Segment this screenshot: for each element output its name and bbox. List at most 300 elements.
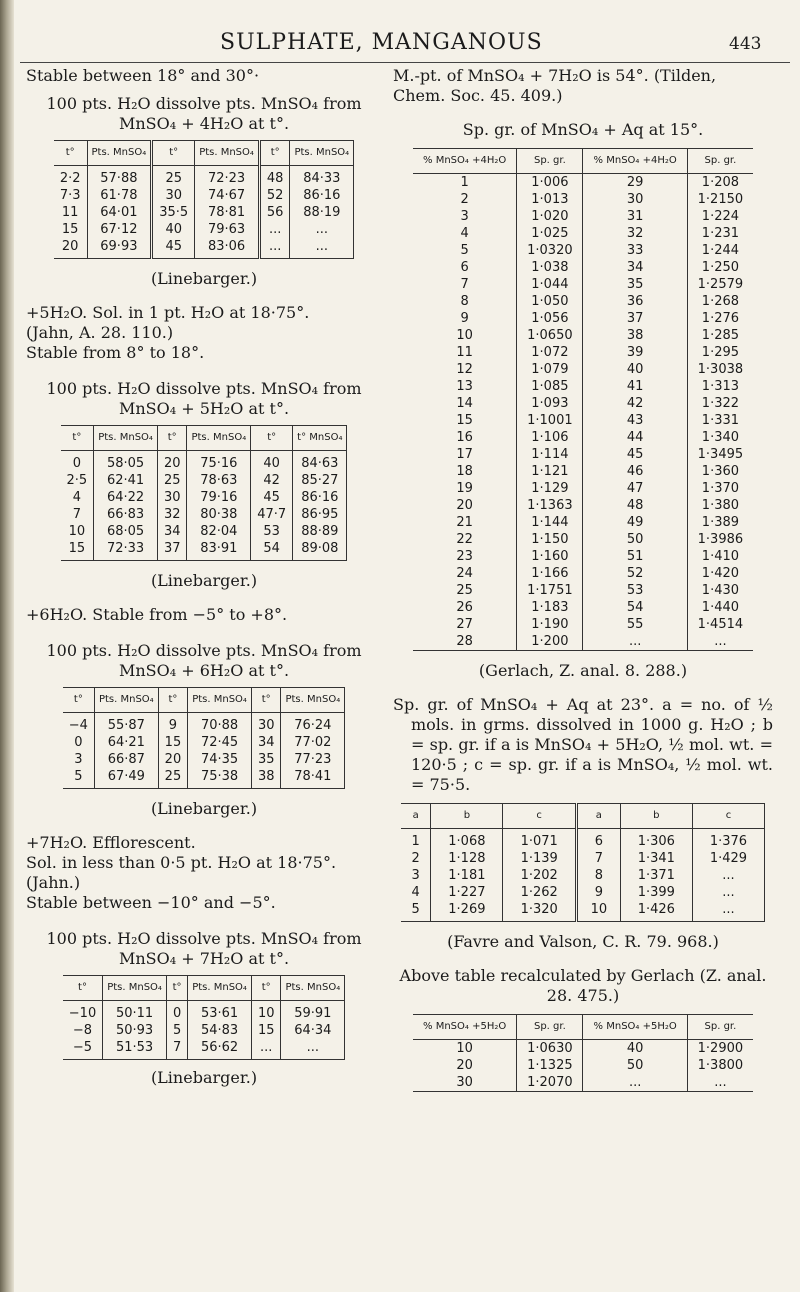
table-cell: 37 — [157, 540, 187, 561]
table-cell: 1·371 — [620, 867, 692, 884]
table-row — [413, 276, 753, 293]
column-header: % MnSO₄ +5H₂O — [583, 1015, 687, 1040]
table-cell: 85·27 — [293, 472, 347, 489]
table-cell: 1·025 — [517, 225, 583, 242]
column-header: Pts. MnSO₄ — [281, 976, 345, 1001]
table-cell: 1·166 — [517, 565, 583, 582]
table-cell: 39 — [583, 344, 687, 361]
table-cell: 1·285 — [687, 327, 753, 344]
table-cell: 61·78 — [87, 187, 152, 204]
table-row — [413, 1074, 753, 1092]
page-number: 443 — [729, 34, 762, 54]
table-cell: 1·072 — [517, 344, 583, 361]
header-rule — [20, 62, 790, 63]
table-cell: 15 — [158, 734, 188, 751]
table-cell: 25 — [158, 768, 188, 789]
table-cell: 78·41 — [281, 768, 345, 789]
table-cell: 86·95 — [293, 506, 347, 523]
table-cell: 5 — [166, 1022, 187, 1039]
table-cell: 1 — [411, 834, 420, 849]
right-column — [393, 66, 773, 1100]
table-cell: 45 — [583, 446, 687, 463]
table-cell: 77·23 — [281, 751, 345, 768]
table-cell: 1·044 — [517, 276, 583, 293]
table-cell: 52 — [259, 187, 290, 204]
table-cell: 7 — [166, 1039, 187, 1060]
column-header: t° — [158, 688, 188, 713]
table3-caption: 100 pts. H₂O dissolve pts. MnSO₄ from MnSO₄ + 6H₂O at t°. — [46, 641, 362, 680]
table-cell: 48 — [259, 166, 290, 188]
table-cell: 1·190 — [517, 616, 583, 633]
spgr-table-15c — [413, 148, 753, 651]
column-header: Pts. MnSO₄ — [188, 688, 252, 713]
solubility-table-5h2o — [61, 425, 348, 561]
table-cell: 1·3800 — [687, 1057, 753, 1074]
table-row — [413, 480, 753, 497]
table-cell: 3 — [411, 868, 420, 883]
table-cell: 1·208 — [687, 174, 753, 192]
table-cell: ... — [692, 901, 764, 922]
column-header: b — [431, 804, 503, 829]
solubility-table-4h2o — [54, 140, 354, 259]
table-cell: 1·331 — [687, 412, 753, 429]
table-cell: 53·61 — [188, 1001, 252, 1023]
column-header: t° — [54, 141, 87, 166]
table-cell: 1·429 — [692, 850, 764, 867]
table-row — [63, 734, 345, 751]
table-cell: 5 — [401, 901, 431, 922]
table-cell: 50 — [583, 531, 687, 548]
table-cell: 10 — [576, 901, 620, 922]
table-cell: 50·93 — [103, 1022, 167, 1039]
table-cell: 10 — [456, 1041, 473, 1056]
column-header: Sp. gr. — [517, 149, 583, 174]
table-cell: 68·05 — [94, 523, 158, 540]
table-cell: 30 — [583, 191, 687, 208]
column-header: t° — [166, 976, 187, 1001]
table-cell: 7 — [576, 850, 620, 867]
column-header: Sp. gr. — [517, 1015, 583, 1040]
table-row — [413, 293, 753, 310]
table-cell: 6 — [576, 829, 620, 851]
table-cell: 70·88 — [188, 713, 252, 735]
table-row — [61, 506, 347, 523]
column-header: Sp. gr. — [687, 149, 753, 174]
table-cell: 1·389 — [687, 514, 753, 531]
table-cell: 75·16 — [187, 451, 251, 473]
table-row — [413, 259, 753, 276]
table-row — [63, 1039, 345, 1060]
table-cell: 25 — [152, 166, 195, 188]
table-cell: 20 — [456, 1058, 473, 1073]
table-cell: 30 — [152, 187, 195, 204]
table-cell: 1·440 — [687, 599, 753, 616]
table-cell: 1·183 — [517, 599, 583, 616]
table-cell: ... — [583, 633, 687, 651]
table-row — [61, 489, 347, 506]
table-cell: 54 — [583, 599, 687, 616]
table-cell: 1·150 — [517, 531, 583, 548]
table-cell: 41 — [583, 378, 687, 395]
column-header: c — [692, 804, 764, 829]
column-header: Sp. gr. — [687, 1015, 753, 1040]
table-cell: 1·295 — [687, 344, 753, 361]
table-row — [413, 1057, 753, 1074]
table-cell: 15 — [251, 1022, 281, 1039]
section-5h2o: +5H₂O. Sol. in 1 pt. H₂O at 18·75°. (Jahn, A. 28. 110.) Stable from 8° to 18°. — [26, 303, 310, 362]
table-row — [413, 361, 753, 378]
table-cell: 36 — [583, 293, 687, 310]
table-row — [413, 446, 753, 463]
table-cell: 78·63 — [187, 472, 251, 489]
table-cell: 7 — [460, 277, 469, 292]
table-row — [63, 713, 345, 735]
table-row — [413, 497, 753, 514]
table-cell: ... — [290, 238, 354, 259]
table-cell: 15 — [61, 540, 94, 561]
table-cell: 28 — [413, 633, 517, 651]
table-row — [61, 472, 347, 489]
table-cell: 22 — [456, 532, 473, 547]
table-cell: 55 — [583, 616, 687, 633]
table-cell: 86·16 — [290, 187, 354, 204]
table-cell: 1·341 — [620, 850, 692, 867]
table-cell: 35 — [583, 276, 687, 293]
table-cell: 7·3 — [59, 188, 81, 203]
table-cell: 82·04 — [187, 523, 251, 540]
running-title: SULPHATE, MANGANOUS — [220, 30, 543, 55]
table-cell: 79·63 — [195, 221, 260, 238]
table4-caption: 100 pts. H₂O dissolve pts. MnSO₄ from MnSO₄ + 7H₂O at t°. — [46, 929, 362, 968]
table-row — [413, 242, 753, 259]
column-header: t° — [251, 688, 281, 713]
table-cell: ... — [687, 633, 753, 651]
column-header: t° MnSO₄ — [293, 426, 347, 451]
table-cell: 11 — [456, 345, 473, 360]
table-cell: 53 — [583, 582, 687, 599]
column-header: Pts. MnSO₄ — [195, 141, 260, 166]
table-row — [413, 548, 753, 565]
table-row — [63, 751, 345, 768]
table-cell: 8 — [460, 294, 469, 309]
table-cell: 1·426 — [620, 901, 692, 922]
table-cell: 38 — [583, 327, 687, 344]
table-cell: ... — [692, 867, 764, 884]
table6-source: (Favre and Valson, C. R. 79. 968.) — [447, 932, 719, 951]
table-cell: 15 — [61, 222, 79, 237]
table-cell: 1·2900 — [687, 1040, 753, 1058]
table-row — [54, 238, 354, 259]
table-cell: 74·35 — [188, 751, 252, 768]
table-cell: 1·370 — [687, 480, 753, 497]
table-header-row — [413, 149, 753, 174]
column-header: Pts. MnSO₄ — [94, 688, 158, 713]
table-cell: 46 — [583, 463, 687, 480]
table-cell: 2 — [411, 851, 420, 866]
table-cell: 25 — [456, 583, 473, 598]
table-cell: 88·89 — [293, 523, 347, 540]
table-cell: 66·87 — [94, 751, 158, 768]
table-cell: 83·06 — [195, 238, 260, 259]
column-header: t° — [63, 976, 103, 1001]
table-row — [54, 204, 354, 221]
table-cell: 13 — [456, 379, 473, 394]
table-row — [413, 531, 753, 548]
table-cell: 1·3038 — [687, 361, 753, 378]
table-cell: ... — [290, 221, 354, 238]
table-cell: 1·276 — [687, 310, 753, 327]
table-cell: 52 — [583, 565, 687, 582]
table-cell: 80·38 — [187, 506, 251, 523]
table-cell: 77·02 — [281, 734, 345, 751]
table-cell: 9 — [576, 884, 620, 901]
table-cell: 50·11 — [103, 1001, 167, 1023]
table-cell: 54·83 — [188, 1022, 252, 1039]
table-header-row — [63, 976, 345, 1001]
table-cell: 88·19 — [290, 204, 354, 221]
table-cell: 59·91 — [281, 1001, 345, 1023]
table-cell: 47·7 — [251, 506, 293, 523]
column-header: Pts. MnSO₄ — [290, 141, 354, 166]
table2-caption: 100 pts. H₂O dissolve pts. MnSO₄ from MnSO₄ + 5H₂O at t°. — [46, 379, 362, 418]
table-cell: 1·244 — [687, 242, 753, 259]
table-row — [401, 867, 765, 884]
table-cell: 1·269 — [431, 901, 503, 922]
table-cell: 45 — [152, 238, 195, 259]
table-row — [413, 378, 753, 395]
table-row — [413, 463, 753, 480]
table-header-row — [54, 141, 354, 166]
table-cell: 20 — [158, 751, 188, 768]
table-row — [401, 829, 765, 851]
table-row — [54, 221, 354, 238]
table-row — [413, 327, 753, 344]
table-cell: 2·2 — [59, 171, 81, 186]
table-cell: 18 — [456, 464, 473, 479]
table-cell: 72·23 — [195, 166, 260, 188]
table-cell: 1·121 — [517, 463, 583, 480]
table-cell: 74·67 — [195, 187, 260, 204]
table-cell: 64·22 — [94, 489, 158, 506]
table-cell: 1·1751 — [517, 582, 583, 599]
table-header-row — [63, 688, 345, 713]
table-cell: 1·128 — [431, 850, 503, 867]
table-cell: 64·01 — [87, 204, 152, 221]
table-cell: 66·83 — [94, 506, 158, 523]
table-cell: 43 — [583, 412, 687, 429]
solubility-table-6h2o — [63, 687, 345, 789]
table-row — [413, 310, 753, 327]
table-cell: 1·3495 — [687, 446, 753, 463]
table-cell: 20 — [54, 238, 87, 259]
table-cell: 4 — [460, 226, 469, 241]
column-header: % MnSO₄ +4H₂O — [413, 149, 517, 174]
table-cell: 30 — [157, 489, 187, 506]
column-header: t° — [251, 976, 281, 1001]
table-cell: ... — [251, 1039, 281, 1060]
table-cell: 0 — [166, 1001, 187, 1023]
table-cell: 1·106 — [517, 429, 583, 446]
table-cell: 56·62 — [188, 1039, 252, 1060]
column-header: t° — [63, 688, 95, 713]
table-cell: 20 — [456, 498, 473, 513]
table-cell: 1·380 — [687, 497, 753, 514]
table-cell: 64·21 — [94, 734, 158, 751]
left-column — [26, 66, 382, 1102]
table-cell: 37 — [583, 310, 687, 327]
table-cell: 1·1325 — [517, 1057, 583, 1074]
table-cell: 3 — [460, 209, 469, 224]
table-cell: 1·2070 — [517, 1074, 583, 1092]
column-header: t° — [61, 426, 94, 451]
spgr-15-caption: Sp. gr. of MnSO₄ + Aq at 15°. — [462, 120, 704, 139]
table1-caption: 100 pts. H₂O dissolve pts. MnSO₄ from MnSO₄ + 4H₂O at t°. — [46, 94, 362, 133]
table-cell: 1·050 — [517, 293, 583, 310]
recalc-note: Above table recalculated by Gerlach (Z. anal. 28. 475.) — [399, 966, 767, 1005]
melting-point-note: M.-pt. of MnSO₄ + 7H₂O is 54°. (Tilden, Chem. Soc. 45. 409.) — [393, 66, 717, 105]
table-cell: 40 — [251, 451, 293, 473]
table-row — [413, 599, 753, 616]
table-cell: 1·129 — [517, 480, 583, 497]
table-cell: 64·34 — [281, 1022, 345, 1039]
table-cell: 1·262 — [503, 884, 577, 901]
table-cell: 25 — [157, 472, 187, 489]
table-cell: 1·2150 — [687, 191, 753, 208]
table-row — [61, 451, 347, 473]
table-cell: 5 — [460, 243, 469, 258]
table-cell: 86·16 — [293, 489, 347, 506]
table-cell: 4 — [72, 490, 82, 505]
table-cell: 75·38 — [188, 768, 252, 789]
table-cell: 33 — [583, 242, 687, 259]
table-cell: 21 — [456, 515, 473, 530]
table-cell: 79·16 — [187, 489, 251, 506]
table-cell: 7 — [72, 507, 82, 522]
table-cell: 20 — [157, 451, 187, 473]
table-row — [413, 208, 753, 225]
table-cell: 31 — [583, 208, 687, 225]
column-header: t° — [259, 141, 290, 166]
table-cell: 9 — [460, 311, 469, 326]
table-row — [413, 344, 753, 361]
table-cell: −5 — [63, 1039, 103, 1060]
stability-note-4h2o: Stable between 18° and 30°· — [26, 66, 260, 85]
table-cell: 1·1001 — [517, 412, 583, 429]
table-cell: ... — [692, 884, 764, 901]
table-cell: 9 — [158, 713, 188, 735]
section-6h2o: +6H₂O. Stable from −5° to +8°. — [26, 605, 288, 624]
table-row — [413, 582, 753, 599]
table-row — [61, 523, 347, 540]
table-cell: 1·231 — [687, 225, 753, 242]
table-cell: 1·071 — [503, 829, 577, 851]
column-header: Pts. MnSO₄ — [103, 976, 167, 1001]
table-cell: 51 — [583, 548, 687, 565]
table-row — [61, 540, 347, 561]
table-cell: 67·12 — [87, 221, 152, 238]
table-cell: 1·181 — [431, 867, 503, 884]
table-cell: 1·360 — [687, 463, 753, 480]
table-cell: 1·0320 — [517, 242, 583, 259]
table-row — [401, 884, 765, 901]
table-cell: 32 — [583, 225, 687, 242]
table-row — [63, 1022, 345, 1039]
table-cell: 84·33 — [290, 166, 354, 188]
table-cell: 1·322 — [687, 395, 753, 412]
table-cell: 1·144 — [517, 514, 583, 531]
table-cell: −8 — [72, 1023, 93, 1038]
table-cell: 1·200 — [517, 633, 583, 651]
table-cell: 48 — [583, 497, 687, 514]
table-cell: 30 — [413, 1074, 517, 1092]
page-header — [0, 22, 800, 62]
table-row — [63, 768, 345, 789]
table-cell: 17 — [456, 447, 473, 462]
table-cell: 1·376 — [692, 829, 764, 851]
table-row — [413, 514, 753, 531]
table-cell: 1·202 — [503, 867, 577, 884]
table-cell: 47 — [583, 480, 687, 497]
table-cell: 1·268 — [687, 293, 753, 310]
section-7h2o: +7H₂O. Efflorescent. Sol. in less than 0·5 pt. H₂O at 18·75°. (Jahn.) Stable between −10° and −5°. — [26, 833, 337, 912]
table-cell: 1·006 — [517, 174, 583, 192]
column-header: Pts. MnSO₄ — [188, 976, 252, 1001]
table-cell: 0 — [72, 456, 82, 471]
table-cell: 53 — [251, 523, 293, 540]
table-row — [413, 429, 753, 446]
table-cell: 35·5 — [152, 204, 195, 221]
table3-source: (Linebarger.) — [150, 799, 258, 818]
table-cell: 1·038 — [517, 259, 583, 276]
table-cell: 78·81 — [195, 204, 260, 221]
table-cell: 76·24 — [281, 713, 345, 735]
table-cell: 89·08 — [293, 540, 347, 561]
table-cell: 2·5 — [66, 473, 88, 488]
table-row — [413, 1040, 753, 1058]
table-cell: 1·313 — [687, 378, 753, 395]
table-cell: 3 — [74, 752, 83, 767]
table-cell: 62·41 — [94, 472, 158, 489]
table-cell: 1·013 — [517, 191, 583, 208]
column-header: Pts. MnSO₄ — [281, 688, 345, 713]
table-cell: ... — [281, 1039, 345, 1060]
table-row — [413, 412, 753, 429]
table-cell: 27 — [456, 617, 473, 632]
table-cell: 10 — [251, 1001, 281, 1023]
spgr-table-23c — [401, 803, 765, 922]
table-cell: 1·2579 — [687, 276, 753, 293]
table-cell: 54 — [251, 540, 293, 561]
table-cell: −10 — [68, 1006, 97, 1021]
column-header: t° — [152, 141, 195, 166]
table-header-row — [413, 1015, 753, 1040]
table-cell: 1·0650 — [517, 327, 583, 344]
column-header: b — [620, 804, 692, 829]
table-cell: 1·410 — [687, 548, 753, 565]
table-cell: 11 — [61, 205, 79, 220]
table-cell: 1·306 — [620, 829, 692, 851]
table-cell: 58·05 — [94, 451, 158, 473]
table-cell: 1·420 — [687, 565, 753, 582]
table-cell: 16 — [456, 430, 473, 445]
table-cell: 49 — [583, 514, 687, 531]
column-header: % MnSO₄ +5H₂O — [413, 1015, 517, 1040]
table-cell: 24 — [456, 566, 473, 581]
table-cell: 2 — [460, 192, 469, 207]
table-cell: 0 — [74, 735, 83, 750]
table-cell: 34 — [583, 259, 687, 276]
column-header: % MnSO₄ +4H₂O — [583, 149, 687, 174]
